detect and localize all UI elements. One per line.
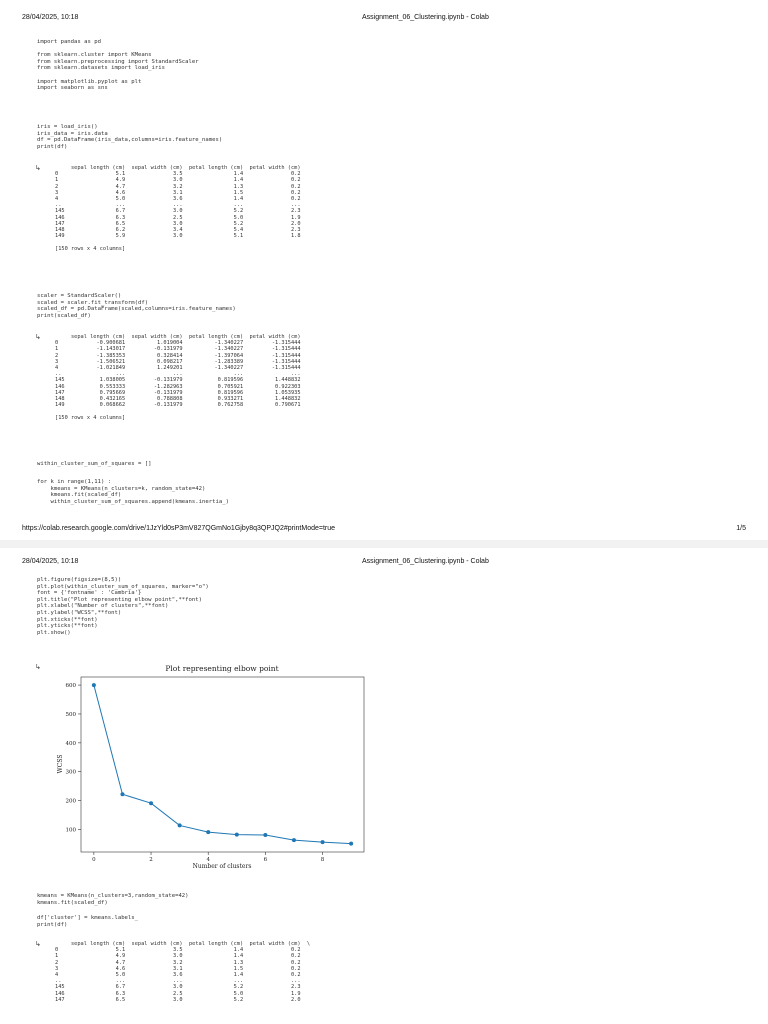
x-axis-label: Number of clusters bbox=[192, 863, 252, 870]
code-cell-plot[interactable]: plt.figure(figsize=(8,5)) plt.plot(within_cluster_sum_of_squares, marker="o") font = {'fontname' : 'Cambria'} plt.title("Plot representing elbow point",**font) plt.xlabel("Number of clusters",**font) plt.ylabel("WCSS",**font) plt.xticks(**font) plt.yticks(**font) plt.show() bbox=[37, 577, 209, 636]
output-icon[interactable]: ↳ bbox=[35, 333, 41, 341]
elbow-chart bbox=[37, 660, 372, 870]
y-tick-label: 500 bbox=[65, 711, 76, 718]
page-header-title: Assignment_06_Clustering.ipynb - Colab bbox=[362, 14, 489, 21]
y-tick-label: 100 bbox=[65, 827, 76, 834]
code-cell-imports[interactable]: import pandas as pd from sklearn.cluster import KMeans from sklearn.preprocessing import StandardScaler from sklearn.datasets import load_iris import matplotlib.pyplot as plt import seaborn as sns bbox=[37, 39, 199, 92]
wcss-line bbox=[94, 685, 351, 844]
data-point bbox=[235, 833, 239, 837]
page-footer-url: https://colab.research.google.com/drive/1JzYld0sP3mV827QGmNo1Gjby8q3QPJQ2#printMode=true bbox=[22, 525, 336, 532]
data-point bbox=[349, 842, 353, 846]
data-point bbox=[178, 823, 182, 827]
code-cell-load-iris[interactable]: iris = load_iris() iris_data = iris.data df = pd.DataFrame(iris_data,columns=iris.feature_names) print(df) bbox=[37, 124, 223, 150]
output-icon[interactable]: ↳ bbox=[35, 164, 41, 172]
print-page-2 bbox=[0, 548, 768, 1024]
page-header-date: 28/04/2025, 10:18 bbox=[22, 14, 79, 21]
x-tick-label: 2 bbox=[149, 857, 153, 863]
data-point bbox=[120, 792, 124, 796]
data-point bbox=[206, 830, 210, 834]
code-cell-kmeans-loop[interactable]: for k in range(1,11) : kmeans = KMeans(n_clusters=k, random_state=42) kmeans.fit(scaled_df) within_cluster_sum_of_squares.append(kmeans.inertia_) bbox=[37, 479, 229, 505]
y-tick-label: 200 bbox=[65, 798, 76, 805]
x-tick-label: 6 bbox=[263, 857, 268, 863]
code-cell-assign-cluster[interactable]: df['cluster'] = kmeans.labels_ print(df) bbox=[37, 915, 139, 928]
y-tick-label: 300 bbox=[65, 769, 76, 776]
y-tick-label: 600 bbox=[65, 683, 76, 690]
x-tick-label: 4 bbox=[206, 857, 210, 863]
page-header-date: 28/04/2025, 10:18 bbox=[22, 558, 79, 565]
page-footer-number: 1/5 bbox=[736, 525, 746, 532]
page-separator bbox=[0, 540, 768, 548]
page-header-title: Assignment_06_Clustering.ipynb - Colab bbox=[362, 558, 489, 565]
data-point bbox=[321, 840, 325, 844]
plot-area-frame bbox=[81, 677, 364, 852]
output-icon[interactable]: ↳ bbox=[35, 940, 41, 948]
cell-output-df: sepal length (cm) sepal width (cm) petal length (cm) petal width (cm) 0 5.1 3.5 1.4 0.2 1 4.9 3.0 1.4 0.2 2 4.7 3.2 1.3 0.2 3 4.6 3.1 1.5 0.2 4 5.0 3.6 1.4 0.2 .. ... ... ... ... 145 6.7 3.0 5.2 2.3 146 6.3 2.5 5.0 1.9 147 6.5 3.0 5.2 2.0 148 6.2 3.4 5.4 2.3 149 5.9 3.0 5.1 1.8 [150 rows x 4 columns] bbox=[55, 165, 301, 252]
x-tick-label: 8 bbox=[320, 857, 325, 863]
cell-output-scaled-df: sepal length (cm) sepal width (cm) petal length (cm) petal width (cm) 0 -0.900681 1.019004 -1.340227 -1.315444 1 -1.143017 -0.131979 -1.340227 -1.315444 2 -1.385353 0.328414 -1.397064 -1.315444 3 -1.506521 0.098217 -1.283389 -1.315444 4 -1.021849 1.249201 -1.340227 -1.315444 .. ... ... ... ... 145 1.038005 -0.131979 0.819596 1.448832 146 0.553333 -1.282963 0.705921 0.922303 147 0.795669 -0.131979 0.819596 1.053935 148 0.432165 0.788808 0.933271 1.448832 149 0.068662 -0.131979 0.762758 0.790671 [150 rows x 4 columns] bbox=[55, 334, 301, 421]
y-tick-label: 400 bbox=[65, 740, 76, 747]
chart-title: Plot representing elbow point bbox=[165, 664, 279, 673]
output-icon[interactable]: ↳ bbox=[35, 663, 41, 671]
code-cell-wcss-init[interactable]: within_cluster_sum_of_squares = [] bbox=[37, 461, 152, 467]
data-point bbox=[263, 833, 267, 837]
data-point bbox=[92, 683, 96, 687]
data-point bbox=[149, 801, 153, 805]
cell-output-clustered-df: sepal length (cm) sepal width (cm) petal length (cm) petal width (cm) \ 0 5.1 3.5 1.4 0.2 1 4.9 3.0 1.4 0.2 2 4.7 3.2 1.3 0.2 3 4.6 3.1 1.5 0.2 4 5.0 3.6 1.4 0.2 .. ... ... ... ... 145 6.7 3.0 5.2 2.3 146 6.3 2.5 5.0 1.9 147 6.5 3.0 5.2 2.0 bbox=[55, 941, 311, 1003]
code-cell-scaler[interactable]: scaler = StandardScaler() scaled = scaler.fit_transform(df) scaled_df = pd.DataFrame(scaled,columns=iris.feature_names) print(scaled_df) bbox=[37, 293, 236, 319]
code-cell-kmeans-3[interactable]: kmeans = KMeans(n_clusters=3,random_state=42) kmeans.fit(scaled_df) bbox=[37, 893, 189, 906]
y-axis-label: WCSS bbox=[57, 754, 64, 774]
data-point bbox=[292, 838, 296, 842]
x-tick-label: 0 bbox=[92, 857, 96, 863]
